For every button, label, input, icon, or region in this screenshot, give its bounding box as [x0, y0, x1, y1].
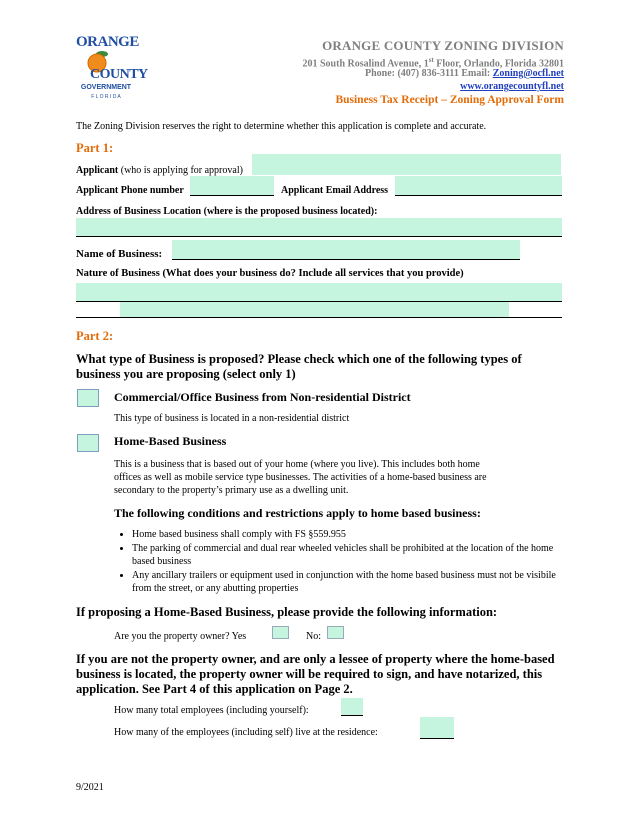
division-address: 201 South Rosalind Avenue, 1st Floor, Orlando, Florida 32801 — [302, 56, 564, 70]
owner-no-checkbox[interactable] — [327, 626, 344, 639]
nature-line-right — [509, 302, 562, 318]
total-employees-field[interactable] — [341, 698, 363, 716]
logo-line-county: COUNTY — [90, 67, 148, 82]
business-type-question: What type of Business is proposed? Please check which one of the following types of business you are proposing (select only 1) — [76, 352, 522, 381]
owner-question: Are you the property owner? Yes — [114, 631, 247, 642]
owner-yes-checkbox[interactable] — [272, 626, 289, 639]
home-based-checkbox[interactable] — [77, 434, 99, 452]
condition-item: • The parking of commercial and dual rear wheeled vehicles shall be prohibited at the location of the home based business — [132, 542, 562, 568]
commercial-office-title: Commercial/Office Business from Non-residential District — [114, 390, 411, 404]
home-based-title: Home-Based Business — [114, 434, 227, 448]
commercial-office-description: This type of business is located in a non-residential district — [114, 413, 350, 424]
website-line — [460, 81, 564, 92]
part1-heading: Part 1: — [76, 141, 114, 155]
applicant-email-label: Applicant Email Address — [281, 185, 389, 196]
form-title: Business Tax Receipt – Zoning Approval Form — [335, 94, 564, 106]
logo-line-government: GOVERNMENT — [80, 84, 132, 91]
lessee-notice: If you are not the property owner, and are only a lessee of property where the home-based business is located, the property owner will be required to sign, and have notarized, this application. See Part 4 of this application on Page 2. — [76, 652, 555, 696]
owner-no-label: No: — [306, 631, 321, 642]
conditions-heading: The following conditions and restrictions apply to home based business: — [114, 506, 481, 520]
logo-line-florida: F L O R I D A — [91, 94, 121, 100]
resident-employees-field[interactable] — [420, 717, 454, 739]
applicant-email-field[interactable] — [395, 176, 562, 196]
division-contact: Phone: (407) 836-3111 Email: Zoning@ocfl.net — [364, 68, 564, 79]
intro-text: The Zoning Division reserves the right to determine whether this application is complete and accurate. — [76, 121, 487, 132]
applicant-name-field[interactable] — [252, 154, 561, 175]
commercial-office-checkbox[interactable] — [77, 389, 99, 407]
applicant-phone-label: Applicant Phone number — [76, 185, 184, 196]
applicant-label: Applicant (who is applying for approval) — [76, 165, 243, 176]
nature-of-business-field-1[interactable] — [76, 283, 562, 302]
condition-item: • Any ancillary trailers or equipment used in conjunction with the home based business must not be visibile from the street, or any abutting properties — [132, 569, 562, 595]
nature-line-left — [76, 302, 120, 318]
conditions-list — [116, 528, 562, 596]
nature-of-business-label: Nature of Business (What does your business do? Include all services that you provide) — [76, 268, 464, 279]
applicant-phone-field[interactable] — [190, 176, 274, 196]
website-link[interactable]: www.orangecountyfl.net — [460, 81, 564, 92]
business-name-field[interactable] — [172, 240, 520, 260]
revision-date: 9/2021 — [76, 782, 104, 793]
resident-employees-label: How many of the employees (including self) live at the residence: — [114, 727, 378, 738]
business-address-label: Address of Business Location (where is the proposed business located): — [76, 206, 378, 217]
business-address-field[interactable] — [76, 218, 562, 237]
condition-item: • Home based business shall comply with FS §559.955 — [132, 528, 562, 541]
home-info-heading: If proposing a Home-Based Business, please provide the following information: — [76, 605, 498, 619]
total-employees-label: How many total employees (including yourself): — [114, 705, 309, 716]
logo-line-orange: ORANGE — [76, 34, 139, 50]
home-based-description: This is a business that is based out of your home (where you live). This includes both home offices as well as mobile service type businesses. The activities of a home-based business are secondary to the property’s primary use as a dwelling unit. — [114, 459, 487, 496]
business-name-label: Name of Business: — [76, 248, 163, 260]
nature-of-business-field-2[interactable] — [120, 302, 509, 318]
part2-heading: Part 2: — [76, 329, 114, 343]
division-title: ORANGE COUNTY ZONING DIVISION — [322, 38, 564, 53]
orange-county-logo — [76, 34, 148, 102]
email-link[interactable]: Zoning@ocfl.net — [492, 68, 564, 79]
